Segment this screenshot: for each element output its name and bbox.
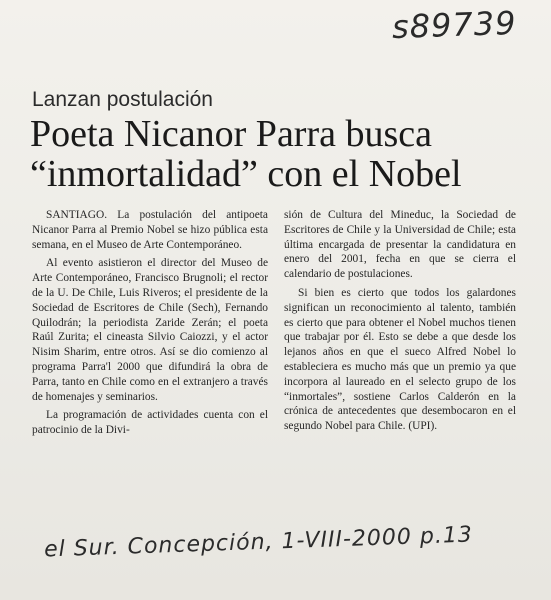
article-headline [30, 114, 530, 194]
body-paragraph: La programación de actividades cuenta con el patrocinio de la Divi- [32, 409, 268, 437]
article-column-left [32, 208, 268, 442]
headline-line-2: “inmortalidad” con el Nobel [30, 153, 462, 195]
source-annotation-handwritten: el Sur. Concepción, 1-VIII-2000 p.13 [43, 522, 474, 563]
article-kicker: Lanzan postulación [32, 88, 213, 111]
article-column-right [284, 208, 516, 438]
body-paragraph: Si bien es cierto que todos los galardones significan un reconocimiento al talento, también es cierto que para obtener el Nobel muchos tienen que trabajar por él. Esto se debe a que desde los lejanos años en que el sueco Alfred Nobel lo estableciera es mucho más que un premio ya que incorpora al laureado en el selecto grupo de los “inmortales”, sostiene Carlos Calderón en la crónica de antecedentes que desembocaron en el segundo Nobel para Chile. (UPI). [284, 286, 516, 433]
body-paragraph: sión de Cultura del Mineduc, la Sociedad de Escritores de Chile y la Universidad de Chile; esta última encargada de presentar la candidatura en enero del 2001, fecha en que se cierra el calendario de postulaciones. [284, 209, 516, 281]
headline-line-1: Poeta Nicanor Parra busca [30, 113, 433, 155]
body-paragraph: SANTIAGO. La postulación del antipoeta Nicanor Parra al Premio Nobel se hizo pública esta semana, en el Museo de Arte Contemporáneo. [32, 209, 268, 251]
body-paragraph: Al evento asistieron el director del Museo de Arte Contemporáneo, Francisco Brugnoli; el rector de la U. De Chile, Luis Riveros; el presidente de la Sociedad de Escritores de Chile (Sech), Fernando Quilodrán; la periodista Zaride Zerán; el poeta Raúl Zurita; el cineasta Silvio Caiozzi, y el actor Nisim Sharim, entre otros. Así se dio comienzo al programa Parra'l 2000 que difundirá la obra de Parra, tanto en Chile como en el extranjero a través de homenajes y seminarios. [32, 257, 268, 403]
archive-code-handwritten: s89739 [391, 3, 518, 47]
